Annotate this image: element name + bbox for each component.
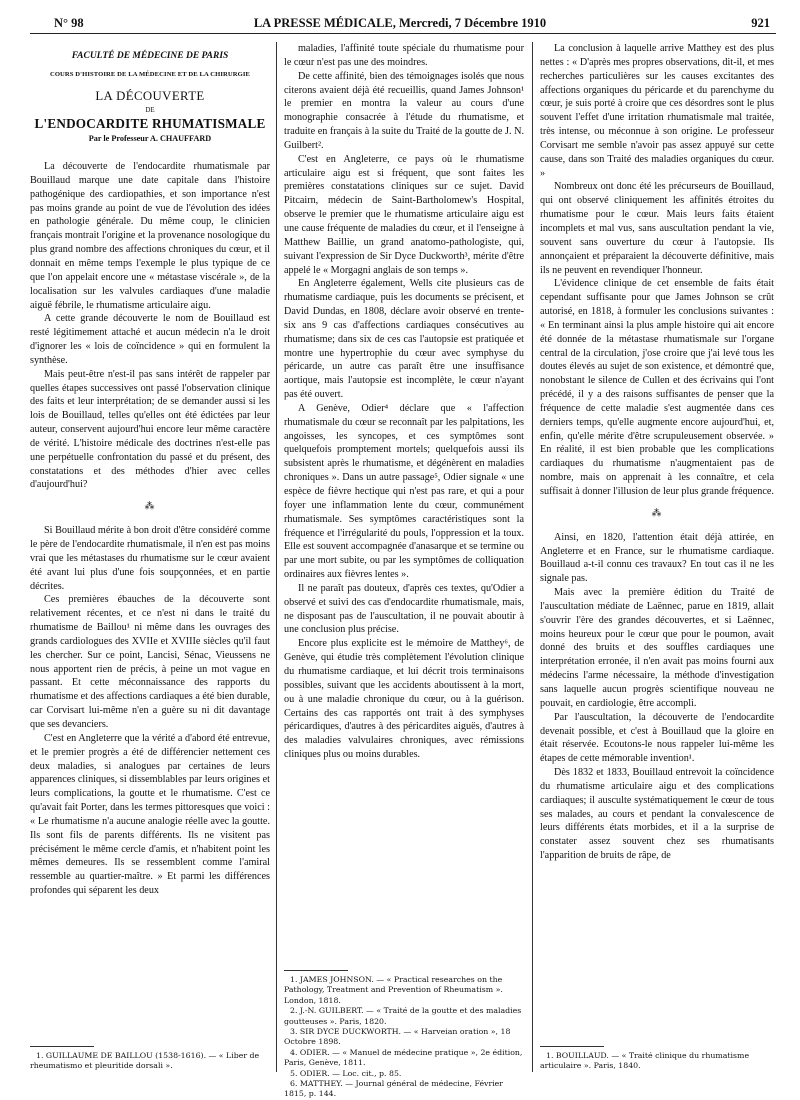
- paragraph: Par l'auscultation, la découverte de l'endocardite devenait possible, et c'est à Bouillaud que la gloire en était réservée. Ecoutons-le nous rappeler lui-même les étapes de cette mémorable invention¹.: [540, 711, 774, 765]
- footnote: 6. MATTHEY. — Journal général de médecine, Février 1815, p. 144.: [284, 1079, 504, 1099]
- footnote-list: [30, 1051, 270, 1072]
- paragraph: Mais avec la première édition du Traité de l'auscultation médiate de Laënnec, parue en 1819, allait s'ouvrir l'ère des grandes découvertes, et si Laënnec, moins heureux pour le cœur que pour le poumon, avait donné des bruits et des souffles cardiaques une interprétation erronée, il n'en avait pas moins fourni aux médecins l'arme nécessaire, la méthode d'investigation sans laquelle aucun progrès scientifique nouveau ne pouvait, en cardiologie, être accompli.: [540, 587, 774, 709]
- col1-paragraphs: [30, 160, 270, 492]
- column-1: [30, 42, 270, 1076]
- paragraph: Ces premières ébauches de la découverte sont relativement récentes, et ce n'est ni dans le traité du rhumatisme de Baillou¹ ni même dans les ouvrages des grands cardiologues des XVIIe et XVIIIe siècles qu'il faut les chercher. Sur ce point, Lancisi, Sénac, Vieussens ne nous apportent rien de précis, à peine un mot vague en passant. Et cette méconnaissance des rapports du rhumatisme et des affections cardiaques a été bien durable, car Corvisart lui-même n'en a guère su ni dit davantage que ses devanciers.: [30, 594, 270, 730]
- footnotes-col3: [540, 1042, 774, 1072]
- paragraph: Dès 1832 et 1833, Bouillaud entrevoit la coïncidence du rhumatisme articulaire aigu et des complications cardiaques; il ausculte systématiquement le cœur de tous ses malades, au cours et pendant la convalescence de leurs différents états morbides, et il a la surprise de constater assez souvent chez ses rhumatisants l'apparition de bruits de râpe, de: [540, 767, 774, 862]
- paragraph: En Angleterre également, Wells cite plusieurs cas de rhumatisme cardiaque, puis les documents se précisent, et David Dundas, en 1808, déclare avoir observé en trente-six ans 9 cas d'affections cardiaques consécutives au rhumatisme; dans six de ces cas l'autopsie est pratiquée et montre une hypertrophie du cœur avec symphyse du péricarde, un autre cas paraît être une insuffisance aortique, mais l'autopsie est incomplète, le cœur n'ayant pas été ouvert.: [284, 278, 524, 401]
- paragraph: C'est en Angleterre, ce pays où le rhumatisme articulaire aigu est si fréquent, que sont faites les premières constatations cliniques sur ce sujet. David Pitcairn, médecin de Saint-Bartholomew's Hospital, observe le premier que le rhumatisme articulaire aigu est une cause fréquente de maladies du cœur, et il l'enseigne à Matthew Baillie, un grand anatomo-pathologiste, qui, suivant l'expression de Sir Dyce Duckworth³, mérite d'être appelé le « Morgagni anglais de son temps ».: [284, 153, 524, 276]
- column-3: [540, 42, 774, 1030]
- faculty-heading: FACULTÉ DE MÉDECINE DE PARIS: [71, 51, 229, 61]
- footnote: 4. ODIER. — « Manuel de médecine pratique », 2e édition, Paris, Genève, 1811.: [284, 1047, 523, 1068]
- col2-paragraphs: [284, 42, 524, 762]
- journal-title: LA PRESSE MÉDICALE, Mercredi, 7 Décembre 1910: [253, 16, 547, 30]
- paragraph: Nombreux ont donc été les précurseurs de Bouillaud, qui ont observé cliniquement les affinités étroites du rhumatisme pour le cœur. Mais leurs faits étaient incomplets et mal vus, sans auscultation pendant la vie, souvent sans ouverture du cœur à l'autopsie. Ils annonçaient et préparaient la découverte définitive, mais ils ne peuvent en revendiquer l'honneur.: [540, 181, 774, 276]
- page-header: [24, 6, 776, 36]
- footnotes-col1: [30, 1042, 270, 1072]
- paragraph: A cette grande découverte le nom de Bouillaud est resté légitimement attaché et aucun médecin n'a le droit d'ignorer les « lois de coïncidence » qui en formulent la synthèse.: [30, 313, 270, 366]
- footnote: 3. SIR DYCE DUCKWORTH. — « Harveian oration », 18 Octobre 1898.: [284, 1027, 511, 1047]
- col1b-paragraphs: [30, 524, 270, 898]
- col3b-paragraphs: [540, 531, 774, 863]
- article-title-line1: LA DÉCOUVERTE: [95, 88, 205, 103]
- page-number: 921: [751, 16, 770, 30]
- paragraph: De cette affinité, bien des témoignages isolés que nous citerons avaient déjà été recueillis, quand James Johnson¹ le premier en montra la valeur au cours d'une monographie consacrée à l'étude du rhumatisme, et traduite en français à la suite du Traité de la goutte de J. N. Guilbert².: [284, 70, 524, 151]
- paragraph: Il ne paraît pas douteux, d'après ces textes, qu'Odier a observé et suivi des cas d'endocardite rhumatismale, mais, ne disposant pas de l'auscultation, il ne pouvait aboutir à une conclusion plus précise.: [284, 582, 524, 636]
- column-divider: [276, 42, 277, 1072]
- footnote: 1. JAMES JOHNSON. — « Practical researches on the Pathology, Treatment and Prevention of Rheumatism ». London, 1818.: [284, 975, 503, 1005]
- footnote-list: [284, 975, 524, 1100]
- paragraph: Encore plus explicite est le mémoire de Matthey⁶, de Genève, qui étudie très complètement l'évolution clinique du rhumatisme cardiaque, et lui décrit trois terminaisons possibles, suivant que les accidents aboutissent à la mort, ou à une maladie chronique du cœur, ou à la guérison. Certains des cas rapportés ont trait à des symphyses péricardiques, d'autres à des péricardites aiguës, d'autres à des maladies valvulaires chroniques, avec rémissions cliniques plus ou moins durables.: [284, 638, 524, 761]
- course-heading: COURS D'HISTOIRE DE LA MÉDECINE ET DE LA CHIRURGIE: [49, 70, 251, 78]
- article-title-line3: L'ENDOCARDITE RHUMATISMALE: [34, 116, 266, 132]
- paragraph: A Genève, Odier⁴ déclare que « l'affection rhumatismale du cœur se reconnaît par les palpitations, les angoisses, les syncopes, et ces symptômes sont quelquefois promptement mortels; quelquefois aussi ils subsistent après le rhumatisme, et dégénèrent en maladies chroniques ». Dans un autre passage⁵, Odier signale « une espèce de fièvre hectique qui n'est pas rare, et qui a pour foyer une inflammation lente du cœur, communément rhumatismale. Ses symptômes caractéristiques sont la fréquence et l'irrégularité du pouls, l'oppression et la toux. Elle est souvent accompagnée d'anasarque et se termine ou par une mort subite, ou par les symptômes de colliquation ordinaires aux fièvres lentes ».: [284, 402, 524, 581]
- col3-paragraphs: [540, 42, 774, 499]
- footnote-rule: [30, 1046, 94, 1047]
- footnotes-col2: [284, 966, 524, 1100]
- paragraph: C'est en Angleterre que la vérité a d'abord été entrevue, et le premier progrès a été de différencier nettement ces deux maladies, si analogues par certaines de leurs apparences cliniques, si dissemblables par leurs origines et leurs complications, la goutte et le rhumatisme. C'est ce qu'avait fait Porter, dans les termes pittoresques que voici : « Le rhumatisme n'a aucune analogie réelle avec la goutte. Ils sont fils de parents différents. Ils ne visitent pas précisément le même cercle d'amis, et n'habitent point les mêmes demeures. Ils se ressemblent comme l'amiral ressemble au quartier-maître. » Et parmi les différences profondes qui séparent les deux: [30, 732, 270, 897]
- header-rule: [30, 33, 776, 34]
- footnote: 5. ODIER. — Loc. cit., p. 85.: [290, 1068, 402, 1078]
- paragraph: L'évidence clinique de cet ensemble de faits était cependant suffisante pour que James Johnson se crût autorisé, en 1818, à formuler les conclusions suivantes : « En terminant ainsi la plus ample histoire qui ait encore été donnée de la métastase rhumatismale sur l'organe central de la circulation, j'ose croire que j'ai levé tous les doutes élevés au sujet de son existence, et démontré que, nonobstant le silence de Cullen et des écrivains qui l'ont précédé, il y a des raisons suffisantes de penser que la fréquence de cette maladie s'est augmentée dans ces derniers temps, qu'elle augmente encore aujourd'hui, et, enfin, qu'elle mérite d'être scrupuleusement observée. » En réalité, il est bien probable que les complications cardiaques du rhumatisme n'augmentaient pas de nombre, mais on apprenait à les connaître, et cela suffisait à donner l'illusion de leur plus grande fréquence.: [540, 278, 774, 497]
- footnote: 1. BOUILLAUD. — « Traité clinique du rhumatisme articulaire ». Paris, 1840.: [540, 1051, 750, 1071]
- column-2: [284, 42, 524, 962]
- paragraph: Ainsi, en 1820, l'attention était déjà attirée, en Angleterre et en France, sur le rhumatisme cardiaque. Bouillaud a-t-il connu ces travaux? En tout cas il ne les signale pas.: [540, 531, 774, 585]
- footnote-rule: [540, 1046, 604, 1047]
- section-separator: ⁂: [651, 507, 663, 519]
- section-separator: ⁂: [144, 501, 156, 513]
- paragraph: La découverte de l'endocardite rhumatismale par Bouillaud marque une date capitale dans l'histoire pathogénique des cardiopathies, et son importance n'est pas moins grande au point de vue de l'évolution des idées en pathologie générale. Du même coup, le clinicien français montrait l'origine et la provenance nosologique du plus grand nombre des affections chroniques du cœur, et il donnait en même temps l'exemple le plus typique de ce que l'on appelait encore une « métastase viscérale », de la localisation sur les valvules cardiaques d'une maladie aiguë fébrile, le rhumatisme articulaire aigu.: [30, 161, 270, 311]
- article-title-line2: DE: [145, 105, 155, 114]
- paragraph: Mais peut-être n'est-il pas sans intérêt de rappeler par quelles étapes successives ont passé l'observation clinique des faits et leur interprétation; de se demander aussi si les lois de Bouillaud, telles qu'elles ont été édictées par leur auteur, conservent aujourd'hui encore leur même caractère de vérité. L'histoire médicale des doctrines n'est-elle pas une perpétuelle confrontation du passé et du présent, des constatations et des méthodes d'hier avec celles d'aujourd'hui?: [30, 368, 270, 491]
- footnote-rule: [284, 970, 348, 971]
- article-author: Par le Professeur A. CHAUFFARD: [88, 134, 212, 144]
- issue-number: N° 98: [54, 16, 84, 30]
- footnote: 1. GUILLAUME DE BAILLOU (1538-1616). — « Liber de rheumatismo et pleuritide dorsali ».: [30, 1051, 260, 1071]
- footnote-list: [540, 1051, 774, 1072]
- footnote: 2. J.-N. GUILBERT. — « Traité de la goutte et des maladies goutteuses ». Paris, 1820.: [284, 1006, 522, 1026]
- paragraph: Si Bouillaud mérite à bon droit d'être considéré comme le père de l'endocardite rhumatismale, il n'en est pas moins vrai que les métastases du rhumatisme sur le cœur avaient été avant lui plus d'une fois soupçonnées, et en partie décrites.: [30, 525, 270, 592]
- column-divider: [532, 42, 533, 1072]
- paragraph: maladies, l'affinité toute spéciale du rhumatisme pour le cœur n'est pas une des moindres.: [284, 43, 524, 68]
- paragraph: La conclusion à laquelle arrive Matthey est des plus nettes : « D'après mes propres observations, dit-il, et mes recherches particulières sur les causes excitantes des affections organiques du péricarde et du parenchyme du cœur, je suis porté à croire que ces désordres sont le plus souvent l'effet d'une irritation rhumatismale mal traitée, très intense, ou méconnue à son origine. Le professeur Corvisart me semble n'avoir pas assez appuyé sur cette cause, dans son Traité des maladies organiques du cœur. »: [540, 43, 774, 179]
